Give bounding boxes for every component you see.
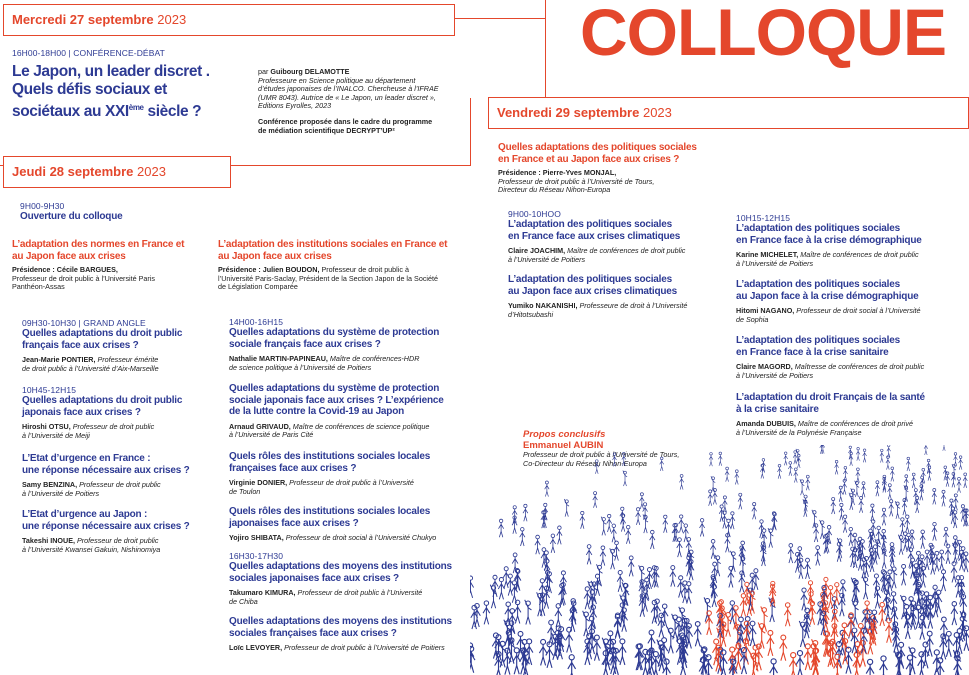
crowd-figure — [943, 527, 948, 545]
crowd-figure — [945, 631, 952, 656]
crowd-figure — [881, 548, 887, 569]
crowd-figure — [906, 457, 910, 471]
crowd-figure — [957, 477, 961, 492]
crowd-figure — [622, 452, 626, 466]
crowd-figure — [730, 512, 735, 529]
crowd-figure — [718, 452, 722, 466]
crowd-figure — [580, 511, 585, 528]
crowd-figure — [843, 515, 848, 533]
crowd-figure — [784, 603, 791, 627]
crowd-figure — [600, 546, 606, 566]
crowd-figure — [959, 456, 963, 470]
crowd-figure — [777, 464, 781, 478]
crowd-figure — [708, 490, 713, 506]
crowd-figure — [601, 517, 606, 536]
crowd-figure — [789, 653, 797, 675]
crowd-figure — [619, 639, 626, 665]
crowd-figure — [861, 482, 865, 498]
session-block: 10H45-12H15 Quelles adaptations du droit public japonais face aux crises ? Hiroshi OTSU, Professeur de droit public à l’Université de Meiji — [22, 385, 183, 440]
session-title: Quelles adaptations du système de protection sociale japonais face aux crises ? L’expérience de la lutte contre la Covid-19 au Japon — [229, 383, 444, 417]
crowd-figure — [595, 460, 599, 474]
crowd-figure — [945, 544, 951, 564]
session-block: L’Etat d’urgence en France : une réponse nécessaire aux crises ? Samy BENZINA, Professeur de droit public à l’Université de Poitiers — [22, 453, 190, 498]
crowd-figure — [856, 447, 860, 460]
session-block: 9H00-10HOO L’adaptation des politiques sociales en France face aux crises climatiques Claire JOACHIM, Maître de conférences de droit public à l’Université de Poitiers — [508, 209, 686, 264]
crowd-figure — [901, 564, 907, 585]
crowd-figure — [728, 566, 734, 587]
crowd-figure — [584, 587, 590, 609]
crowd-figure — [796, 651, 804, 675]
crowd-figure — [660, 457, 664, 471]
session-title: Quels rôles des institutions sociales locales françaises face aux crises ? — [229, 451, 431, 474]
crowd-figure — [942, 445, 946, 451]
crowd-figure — [885, 618, 892, 643]
crowd-figure — [535, 535, 540, 554]
session-title: L’adaptation du droit Français de la santé à la crise sanitaire — [736, 392, 925, 415]
session-block: 16H30-17H30 Quelles adaptations des moyens des institutions sociales japonaises face aux crises ? Takumaro KIMURA, Professeur de droit public à l’Université de Chiba — [229, 551, 452, 606]
crowd-figure — [941, 490, 946, 506]
day-header-thursday — [3, 156, 231, 188]
crowd-figure — [879, 602, 886, 626]
session-title: Quelles adaptations du droit public japonais face aux crises ? — [22, 395, 183, 418]
crowd-figure — [951, 602, 958, 626]
crowd-figure — [886, 456, 890, 470]
session-title: L’adaptation des politiques sociales au Japon face à la crise démographique — [736, 279, 919, 302]
divider-line — [545, 0, 546, 98]
crowd-figure — [870, 504, 875, 521]
presidency: Présidence : Cécile BARGUES, Professeur de droit public à l’Université Paris Panthéon-Assas — [12, 265, 156, 292]
day-header-friday — [488, 97, 969, 129]
crowd-figure — [613, 453, 617, 467]
crowd-figure — [800, 479, 804, 495]
crowd-figure — [951, 562, 957, 583]
crowd-figure — [626, 525, 631, 543]
section-heading: L’adaptation des institutions sociales en France et au Japon face aux crises — [218, 239, 448, 262]
crowd-figure — [951, 472, 955, 487]
crowd-figure — [859, 496, 864, 512]
crowd-figure — [794, 468, 798, 483]
crowd-figure — [658, 613, 665, 637]
crowd-figure — [593, 492, 598, 508]
crowd-figure — [863, 449, 867, 462]
crowd-figure — [895, 501, 900, 519]
crowd-figure — [507, 574, 513, 596]
day-year: 2023 — [137, 164, 166, 179]
crowd-figure — [934, 551, 940, 571]
crowd-figure — [499, 519, 504, 537]
crowd-figure — [566, 627, 573, 652]
crowd-figure — [557, 526, 562, 544]
crowd-figure — [889, 500, 894, 517]
crowd-figure — [882, 508, 887, 525]
day-year: 2023 — [642, 105, 672, 120]
session-title: Quels rôles des institutions sociales locales japonaises face aux crises ? — [229, 506, 431, 529]
crowd-figure — [498, 578, 504, 600]
crowd-figure — [752, 503, 757, 520]
session-title: Quelles adaptations du droit public français face aux crises ? — [22, 328, 183, 351]
crowd-figure — [836, 542, 842, 562]
crowd-figure — [678, 576, 684, 598]
divider-line — [470, 98, 471, 166]
speaker-info: par Guibourg DELAMOTTE Professeure en Science politique au département d’études japonaises de l’INALCO. Chercheuse à l’IFRAE (UMR 8043). Autrice de « Le Japon, un leader discret », Editions Eyrolles, 2023 Conférence proposée dans le cadre du programme de médiation scientifique DECRYPT’UP² — [258, 68, 458, 135]
crowd-figure — [831, 497, 836, 514]
crowd-figure — [628, 556, 634, 576]
crowd-figure — [843, 466, 847, 480]
crowd-figure — [636, 508, 641, 525]
day-label: Vendredi 29 septembre — [497, 105, 640, 120]
crowd-figure — [888, 484, 892, 500]
crowd-figure — [620, 507, 625, 524]
crowd-figure — [725, 467, 729, 481]
crowd-figure — [919, 485, 924, 501]
crowd-figure — [788, 462, 792, 476]
section-heading: L’adaptation des normes en France et au Japon face aux crises — [12, 239, 185, 262]
crowd-figure — [873, 574, 879, 596]
crowd-figure — [661, 604, 668, 628]
presidency: Présidence : Pierre-Yves MONJAL, Professeur de droit public à l’Université de Tours, Directeur du Réseau Nihon-Europa — [498, 168, 655, 195]
crowd-figure — [586, 545, 592, 565]
page-title: COLLOQUE — [580, 0, 946, 69]
crowd-figure — [862, 576, 868, 599]
session-title: Quelles adaptations du système de protection sociale français face aux crises ? — [229, 327, 440, 350]
crowd-figure — [920, 476, 924, 491]
session-block: L’adaptation des politiques sociales au Japon face à la crise démographique Hitomi NAGANO, Professeur de droit social à l’Université de Sophia — [736, 279, 921, 324]
crowd-figure — [495, 652, 503, 675]
crowd-figure — [952, 464, 956, 479]
crowd-figure — [963, 473, 967, 488]
session-title: L’Etat d’urgence au Japon : une réponse nécessaire aux crises ? — [22, 509, 190, 532]
crowd-figure — [548, 620, 555, 645]
crowd-figure — [650, 530, 655, 549]
day-label: Mercredi 27 septembre — [12, 12, 154, 27]
session-block: Quels rôles des institutions sociales locales françaises face aux crises ? Virginie DONIER, Professeur de droit public à l’Université de Toulon — [229, 451, 431, 496]
crowd-figure — [945, 472, 949, 487]
crowd-figure — [887, 445, 891, 457]
crowd-figure — [713, 488, 718, 504]
crowd-figure — [805, 558, 811, 579]
crowd-figure — [483, 601, 490, 625]
divider-line — [455, 18, 545, 19]
crowd-figure — [845, 647, 853, 673]
session-title: L’adaptation des politiques sociales en France face aux crises climatiques — [508, 219, 681, 242]
crowd-figure — [740, 648, 748, 674]
presidency: Présidence : Julien BOUDON, Professeur de droit public à l’Université Paris-Saclay, Président de la Section Japon de la Société de Législation Comparée — [218, 265, 438, 292]
crowd-figure — [525, 600, 532, 625]
crowd-figure — [753, 569, 759, 590]
crowd-figure — [761, 606, 768, 631]
crowd-figure — [788, 544, 794, 564]
session-block: L’adaptation des politiques sociales en France face à la crise sanitaire Claire MAGORD, Maîtresse de conférences de droit public à l’Université de Poitiers — [736, 335, 925, 380]
crowd-figure — [706, 611, 713, 635]
crowd-figure — [909, 530, 914, 549]
crowd-figure — [849, 452, 853, 466]
crowd-figure — [932, 488, 937, 504]
crowd-figure — [898, 535, 903, 555]
crowd-figure — [880, 656, 888, 675]
crowd-figure — [735, 643, 743, 669]
crowd-figure — [723, 496, 728, 512]
program-note: Conférence proposée dans le cadre du programme de médiation scientifique DECRYPT’UP² — [258, 116, 433, 135]
crowd-figure — [835, 460, 839, 474]
crowd-figure — [876, 526, 881, 544]
crowd-figure — [679, 515, 684, 533]
crowd-figure — [855, 481, 859, 497]
crowd-figure — [798, 558, 804, 579]
crowd-figure — [839, 503, 844, 520]
crowd-figure — [679, 474, 683, 489]
crowd-figure — [927, 466, 931, 480]
crowd-figure — [815, 546, 821, 566]
crowd-figure — [523, 504, 528, 521]
session-block: 10H15-12H15 L’adaptation des politiques sociales en France face à la crise démographique Karine MICHELET, Maître de conférences de droit public à l’Université de Poitiers — [736, 213, 922, 268]
crowd-figure — [796, 449, 800, 463]
crowd-figure — [940, 634, 947, 660]
crowd-illustration-icon — [470, 445, 969, 675]
crowd-figure — [740, 556, 746, 578]
crowd-figure — [568, 655, 576, 675]
crowd-figure — [852, 600, 859, 625]
crowd-figure — [900, 518, 905, 536]
crowd-figure — [784, 452, 788, 465]
session-title: L’adaptation des politiques sociales en France face à la crise démographique — [736, 223, 922, 246]
crowd-figure — [842, 479, 846, 494]
crowd-figure — [924, 445, 928, 455]
crowd-figure — [738, 493, 743, 509]
crowd-figure — [768, 528, 773, 548]
crowd-figure — [643, 514, 648, 533]
crowd-figure — [744, 617, 751, 641]
crowd-figure — [683, 524, 688, 542]
crowd-figure — [758, 622, 765, 648]
crowd-figure — [920, 530, 925, 549]
crowd-figure — [891, 566, 897, 588]
crowd-figure — [813, 524, 818, 542]
crowd-figure — [856, 468, 860, 483]
crowd-figure — [875, 481, 879, 497]
session-title: L’Etat d’urgence en France : une réponse nécessaire aux crises ? — [22, 453, 190, 476]
session-block: L’adaptation des politiques sociales au Japon face aux crises climatiques Yumiko NAKANISHI, Professeure de droit à l’Université d’Hitotsubashi — [508, 274, 688, 319]
crowd-figure — [642, 589, 648, 612]
conference-title: Le Japon, un leader discret . Quels défis sociaux et sociétaux au XXIème siècle ? — [12, 63, 210, 121]
crowd-figure — [817, 602, 824, 626]
crowd-figure — [838, 486, 843, 502]
session-time: 16H00-18H00 | CONFÉRENCE-DÉBAT — [12, 48, 165, 58]
session-title: L’adaptation des politiques sociales en France face à la crise sanitaire — [736, 335, 900, 358]
crowd-figure — [470, 646, 475, 672]
crowd-figure — [793, 451, 797, 464]
opening-title: Ouverture du colloque — [20, 211, 123, 222]
crowd-figure — [740, 594, 747, 617]
crowd-figure — [607, 514, 612, 532]
crowd-figure — [545, 481, 549, 497]
crowd-figure — [735, 470, 739, 485]
session-title: Quelles adaptations des moyens des institutions sociales françaises face aux crises ? — [229, 616, 452, 639]
session-block: Quelles adaptations du système de protection sociale japonais face aux crises ? L’expérience de la lutte contre la Covid-19 au Japon Arnaud GRIVAUD, Maître de conférences de science politique à l’Université de Paris Cité — [229, 383, 444, 440]
session-title: L’adaptation des politiques sociales au Japon face aux crises climatiques — [508, 274, 677, 297]
crowd-figure — [943, 466, 947, 480]
crowd-figure — [610, 548, 616, 569]
crowd-figure — [643, 503, 648, 520]
crowd-figure — [890, 467, 894, 481]
crowd-figure — [555, 604, 562, 628]
crowd-figure — [866, 659, 874, 675]
day-label: Jeudi 28 septembre — [12, 164, 134, 179]
crowd-figure — [709, 453, 713, 467]
speaker-desc: Professeure en Science politique au département d’études japonaises de l’INALCO. Chercheuse à l’IFRAE (UMR 8043). Autrice de « Le Japon, un leader discret », Editions Eyrolles, 2023 — [258, 75, 439, 111]
crowd-figure — [546, 642, 553, 668]
session-block: 14H00-16H15 Quelles adaptations du système de protection sociale français face aux crises ? Nathalie MARTIN-PAPINEAU, Maître de conférences-HDR de science politique à l’Université de Poitiers — [229, 317, 440, 372]
crowd-figure — [499, 640, 506, 667]
crowd-figure — [954, 453, 958, 467]
crowd-figure — [593, 635, 600, 661]
session-block: L’adaptation du droit Français de la santé à la crise sanitaire Amanda DUBUIS, Maître de conférences de droit privé à l’Université de la Polynésie Française — [736, 392, 925, 437]
section-heading: Quelles adaptations des politiques sociales en France et au Japon face aux crises ? — [498, 142, 697, 165]
crowd-figure — [700, 518, 705, 536]
crowd-figure — [617, 570, 623, 591]
crowd-figure — [470, 576, 474, 598]
crowd-figure — [623, 470, 627, 486]
crowd-figure — [939, 550, 945, 570]
crowd-figure — [767, 630, 774, 655]
crowd-figure — [564, 499, 569, 517]
crowd-figure — [520, 528, 525, 546]
crowd-figure — [912, 473, 916, 488]
crowd-figure — [806, 475, 810, 490]
crowd-figure — [849, 493, 854, 510]
crowd-figure — [663, 515, 668, 533]
crowd-figure — [936, 658, 944, 675]
crowd-figure — [550, 534, 555, 553]
crowd-figure — [611, 524, 616, 542]
crowd-figure — [583, 611, 590, 636]
crowd-figure — [905, 515, 910, 533]
crowd-figure — [840, 580, 846, 602]
session-block: L’Etat d’urgence au Japon : une réponse nécessaire aux crises ? Takeshi INOUE, Professeur de droit public à l’Université Kwansei Gakuin, Nishinomiya — [22, 509, 190, 554]
session-block: 09H30-10H30 | GRAND ANGLE Quelles adaptations du droit public français face aux crises ? Jean-Marie PONTIER, Professeur émérite de droit public à l’Université d’Aix-Marseille — [22, 318, 183, 373]
crowd-figure — [801, 588, 807, 610]
session-block: Quelles adaptations des moyens des institutions sociales françaises face aux crises ? Loïc LEVOYER, Professeur de droit public à l’Université de Poitiers — [229, 616, 452, 652]
session-block: Quels rôles des institutions sociales locales japonaises face aux crises ? Yojiro SHIBATA, Professeur de droit social à l’Université Chukyo — [229, 506, 437, 542]
crowd-figure — [880, 449, 884, 462]
crowd-figure — [670, 566, 676, 587]
crowd-figure — [960, 505, 965, 522]
crowd-figure — [539, 639, 546, 665]
session-title: Quelles adaptations des moyens des institutions sociales japonaises face aux crises ? — [229, 561, 452, 584]
crowd-figure — [932, 522, 937, 540]
crowd-figure — [940, 570, 946, 591]
crowd-figure — [667, 627, 674, 653]
crowd-figure — [694, 622, 701, 647]
crowd-figure — [837, 538, 843, 558]
session-time: 9H00-9H30 — [20, 201, 65, 211]
conclusion-block: Propos conclusifs Emmanuel AUBIN Professeur de droit public à l’Université de Tours, Co-Directeur du Réseau Nihon-Europa — [523, 429, 680, 468]
divider-line — [230, 165, 470, 166]
crowd-figure — [770, 659, 778, 675]
crowd-figure — [640, 493, 645, 509]
day-header-wednesday — [3, 4, 455, 36]
crowd-figure — [760, 464, 764, 478]
crowd-figure — [780, 635, 787, 661]
day-year: 2023 — [157, 12, 187, 27]
